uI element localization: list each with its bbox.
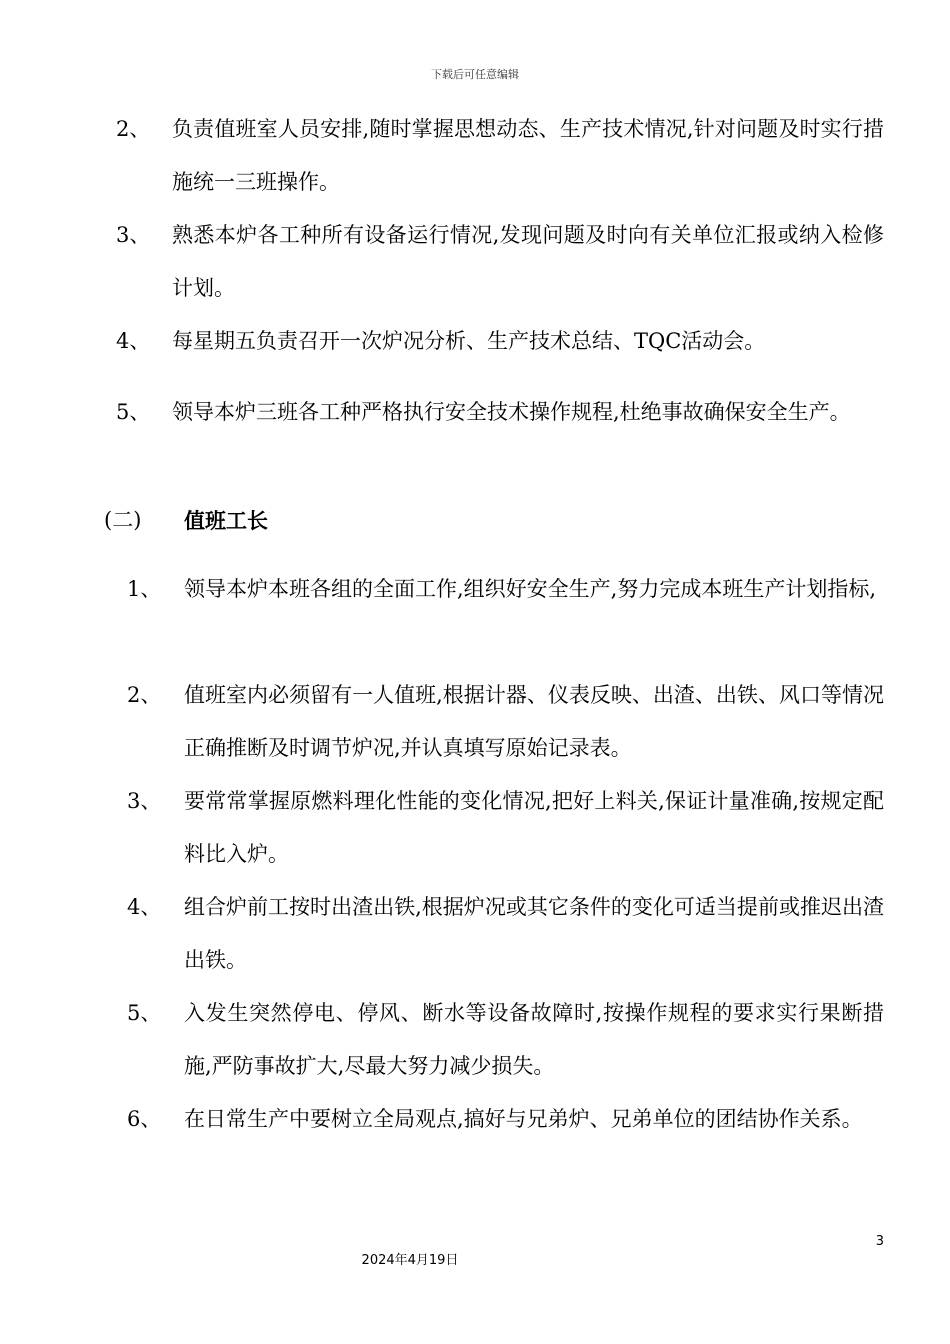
list-item-number: 5、	[116, 400, 151, 424]
page-number: 3	[875, 1234, 884, 1249]
page-header: 下载后可任意编辑	[431, 68, 519, 81]
list-item-text: 组合炉前工按时出渣出铁,根据炉况或其它条件的变化可适当提前或推迟出渣出铁。	[184, 895, 884, 972]
list-item-number: 5、	[127, 1001, 162, 1025]
list-item-text: 要常常掌握原燃料理化性能的变化情况,把好上料关,保证计量准确,按规定配料比入炉。	[184, 789, 884, 866]
footer-date: 2024年4月19日	[361, 1253, 459, 1268]
list-item-text: 领导本炉本班各组的全面工作,组织好安全生产,努力完成本班生产计划指标,	[184, 577, 877, 601]
list-item-number: 6、	[127, 1107, 162, 1131]
section-title: 值班工长	[184, 508, 268, 533]
list-item-number: 3、	[127, 789, 162, 813]
list-item-text: 入发生突然停电、停风、断水等设备故障时,按操作规程的要求实行果断措施,严防事故扩大,尽最大努力减少损失。	[184, 1001, 884, 1078]
list-item-text: 每星期五负责召开一次炉况分析、生产技术总结、TQC活动会。	[172, 329, 766, 353]
list-item-text: 领导本炉三班各工种严格执行安全技术操作规程,杜绝事故确保安全生产。	[172, 400, 851, 424]
section-number: (二)	[104, 508, 142, 532]
list-item-number: 3、	[116, 223, 151, 247]
list-item-text: 负责值班室人员安排,随时掌握思想动态、生产技术情况,针对问题及时实行措施统一三班操作。	[172, 117, 884, 194]
list-item-number: 4、	[127, 895, 162, 919]
list-item-text: 值班室内必须留有一人值班,根据计器、仪表反映、出渣、出铁、风口等情况正确推断及时调节炉况,并认真填写原始记录表。	[184, 683, 884, 760]
list-item-number: 4、	[116, 329, 151, 353]
list-item-number: 2、	[127, 683, 162, 707]
list-item-text: 熟悉本炉各工种所有设备运行情况,发现问题及时向有关单位汇报或纳入检修计划。	[172, 223, 884, 300]
list-item-text: 在日常生产中要树立全局观点,搞好与兄弟炉、兄弟单位的团结协作关系。	[184, 1107, 863, 1131]
list-item-number: 2、	[116, 117, 151, 141]
list-item-number: 1、	[127, 577, 162, 601]
